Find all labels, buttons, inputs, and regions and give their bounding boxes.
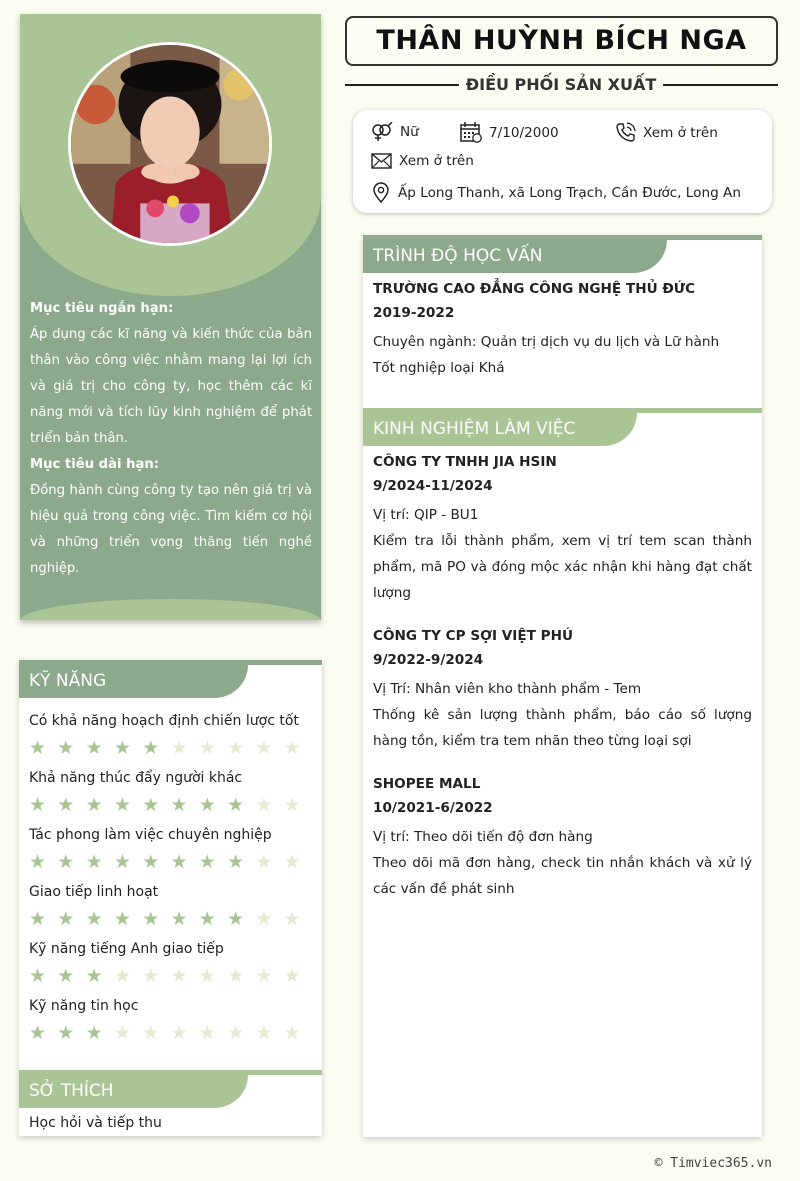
star-empty-icon: ★ [283,965,301,987]
avatar-photo [71,45,269,243]
skills-section-header [19,660,322,698]
education-entry [363,273,762,381]
skill-name: Kỹ năng tiếng Anh giao tiếp [29,941,224,957]
star-filled-icon: ★ [113,851,131,873]
star-filled-icon: ★ [170,851,188,873]
star-filled-icon: ★ [198,851,216,873]
star-empty-icon: ★ [170,737,188,759]
education-section-header [363,235,762,273]
contact-card [353,110,772,213]
job-entry [363,754,762,902]
star-empty-icon: ★ [283,794,301,816]
star-filled-icon: ★ [29,1022,47,1044]
star-filled-icon: ★ [85,737,103,759]
star-empty-icon: ★ [227,737,245,759]
star-filled-icon: ★ [57,1022,75,1044]
star-empty-icon: ★ [255,908,273,930]
star-empty-icon: ★ [170,1022,188,1044]
star-filled-icon: ★ [57,737,75,759]
star-filled-icon: ★ [198,908,216,930]
star-empty-icon: ★ [255,1022,273,1044]
short-term-goal-text: Áp dụng các kĩ năng và kiến thức của bản thân vào công việc nhằm mang lại lợi ích và giá trị cho công ty, học thêm các kĩ năng mới và tích lũy kinh nghiệm để phát triển bản thân. [30,327,312,446]
job-period: 9/2024-11/2024 [373,478,493,494]
education-major: Chuyên ngành: Quản trị dịch vụ du lịch và Lữ hành [373,334,720,350]
education-title: TRÌNH ĐỘ HỌC VẤN [363,240,633,273]
long-term-goal-heading: Mục tiêu dài hạn: [30,457,160,472]
candidate-name: THÂN HUỲNH BÍCH NGA [345,16,778,66]
star-empty-icon: ★ [227,1022,245,1044]
star-filled-icon: ★ [57,794,75,816]
experience-title: KINH NGHIỆM LÀM VIỆC [363,413,603,446]
hobbies-text: Học hỏi và tiếp thu [29,1115,162,1131]
career-goals [30,296,312,582]
star-empty-icon: ★ [198,1022,216,1044]
hobbies-title: SỞ THÍCH [19,1075,214,1108]
star-empty-icon: ★ [283,1022,301,1044]
star-empty-icon: ★ [142,1022,160,1044]
star-empty-icon: ★ [142,965,160,987]
job-period: 9/2022-9/2024 [373,652,484,668]
star-filled-icon: ★ [29,908,47,930]
skill-rating [29,736,312,760]
skill-item [29,883,312,940]
job-entry [363,446,762,606]
job-position: Vị trí: QIP - BU1 [373,507,479,523]
email-value: Xem ở trên [399,153,474,169]
email-icon [371,153,392,169]
job-position: Vị trí: Theo dõi tiến độ đơn hàng [373,829,593,845]
gender-icon [371,122,393,142]
star-filled-icon: ★ [29,851,47,873]
contact-birthday [460,122,559,143]
short-term-goal-heading: Mục tiêu ngắn hạn: [30,301,174,316]
star-filled-icon: ★ [29,965,47,987]
star-filled-icon: ★ [170,908,188,930]
star-filled-icon: ★ [29,737,47,759]
job-description: Theo dõi mã đơn hàng, check tin nhắn khách và xử lý các vấn đề phát sinh [373,855,752,897]
star-empty-icon: ★ [283,851,301,873]
skill-rating [29,850,312,874]
star-empty-icon: ★ [255,851,273,873]
star-filled-icon: ★ [85,1022,103,1044]
star-filled-icon: ★ [113,737,131,759]
gender-value: Nữ [400,124,419,140]
star-filled-icon: ★ [85,851,103,873]
star-empty-icon: ★ [170,965,188,987]
job-period: 10/2021-6/2022 [373,800,493,816]
contact-email [371,153,474,169]
education-period: 2019-2022 [373,305,455,321]
role-divider-left [345,84,459,86]
star-filled-icon: ★ [113,794,131,816]
star-empty-icon: ★ [255,965,273,987]
phone-value: Xem ở trên [643,124,718,141]
skill-item [29,826,312,883]
star-filled-icon: ★ [227,794,245,816]
location-pin-icon [371,182,391,203]
contact-phone [615,122,718,143]
star-empty-icon: ★ [255,794,273,816]
job-company: CÔNG TY CP SỢI VIỆT PHÚ [373,628,574,644]
star-filled-icon: ★ [227,908,245,930]
star-filled-icon: ★ [57,965,75,987]
star-filled-icon: ★ [170,794,188,816]
skills-card [19,660,322,1136]
star-empty-icon: ★ [255,737,273,759]
skill-name: Giao tiếp linh hoạt [29,884,159,900]
skill-name: Tác phong làm việc chuyên nghiệp [29,827,272,843]
hobbies-section [19,1070,322,1138]
job-company: SHOPEE MALL [373,776,481,792]
job-company: CÔNG TY TNHH JIA HSIN [373,454,557,470]
avatar [68,42,272,246]
skill-list [19,698,322,1054]
skill-rating [29,907,312,931]
job-title: ĐIỀU PHỐI SẢN XUẤT [465,75,657,94]
star-filled-icon: ★ [57,908,75,930]
hobbies-section-header [19,1070,322,1108]
profile-card [20,14,321,620]
star-empty-icon: ★ [113,965,131,987]
footer-copyright: © Timviec365.vn [654,1156,772,1171]
star-filled-icon: ★ [113,908,131,930]
star-filled-icon: ★ [142,794,160,816]
star-filled-icon: ★ [142,737,160,759]
star-filled-icon: ★ [85,794,103,816]
role-divider-right [663,84,778,86]
star-filled-icon: ★ [57,851,75,873]
job-position: Vị Trí: Nhân viên kho thành phẩm - Tem [373,681,642,697]
star-empty-icon: ★ [227,965,245,987]
star-filled-icon: ★ [142,851,160,873]
star-empty-icon: ★ [198,737,216,759]
skill-rating [29,964,312,988]
long-term-goal-text: Đồng hành cùng công ty tạo nên giá trị và hiệu quả trong công việc. Tìm kiếm cơ hội và những triển vọng thăng tiến nghề nghiệp. [30,483,312,576]
school-name: TRƯỜNG CAO ĐẲNG CÔNG NGHỆ THỦ ĐỨC [373,281,696,297]
job-description: Thống kê sản lượng thành phẩm, báo cáo số lượng hàng tồn, kiểm tra tem nhãn theo từng loại sợi [373,707,752,749]
star-empty-icon: ★ [283,737,301,759]
skill-item [29,997,312,1054]
contact-gender [371,122,419,142]
job-entry [363,606,762,754]
skill-name: Kỹ năng tin học [29,998,139,1014]
star-filled-icon: ★ [29,794,47,816]
star-empty-icon: ★ [283,908,301,930]
birthday-value: 7/10/2000 [489,124,559,141]
address-value: Ấp Long Thanh, xã Long Trạch, Cần Đước, Long An [398,184,741,201]
star-empty-icon: ★ [198,965,216,987]
star-filled-icon: ★ [142,908,160,930]
star-empty-icon: ★ [113,1022,131,1044]
experience-section-header [363,408,762,446]
skills-title: KỸ NĂNG [19,665,214,698]
star-filled-icon: ★ [85,908,103,930]
skill-item [29,940,312,997]
profile-bottom-arc [20,599,321,620]
skill-rating [29,1021,312,1045]
star-filled-icon: ★ [85,965,103,987]
skill-name: Có khả năng hoạch định chiến lược tốt [29,713,299,729]
star-filled-icon: ★ [227,851,245,873]
job-description: Kiểm tra lỗi thành phẩm, xem vị trí tem scan thành phẩm, mã PO và đóng mộc xác nhận khi hàng đạt chất lượng [373,533,752,601]
contact-address [371,182,741,203]
skill-item [29,712,312,769]
skill-item [29,769,312,826]
education-grade: Tốt nghiệp loại Khá [373,360,505,376]
skill-rating [29,793,312,817]
star-filled-icon: ★ [198,794,216,816]
phone-icon [615,122,636,143]
job-list [363,446,762,902]
main-content-card [363,235,762,1137]
skill-name: Khả năng thúc đẩy người khác [29,770,243,786]
calendar-icon [460,122,482,143]
